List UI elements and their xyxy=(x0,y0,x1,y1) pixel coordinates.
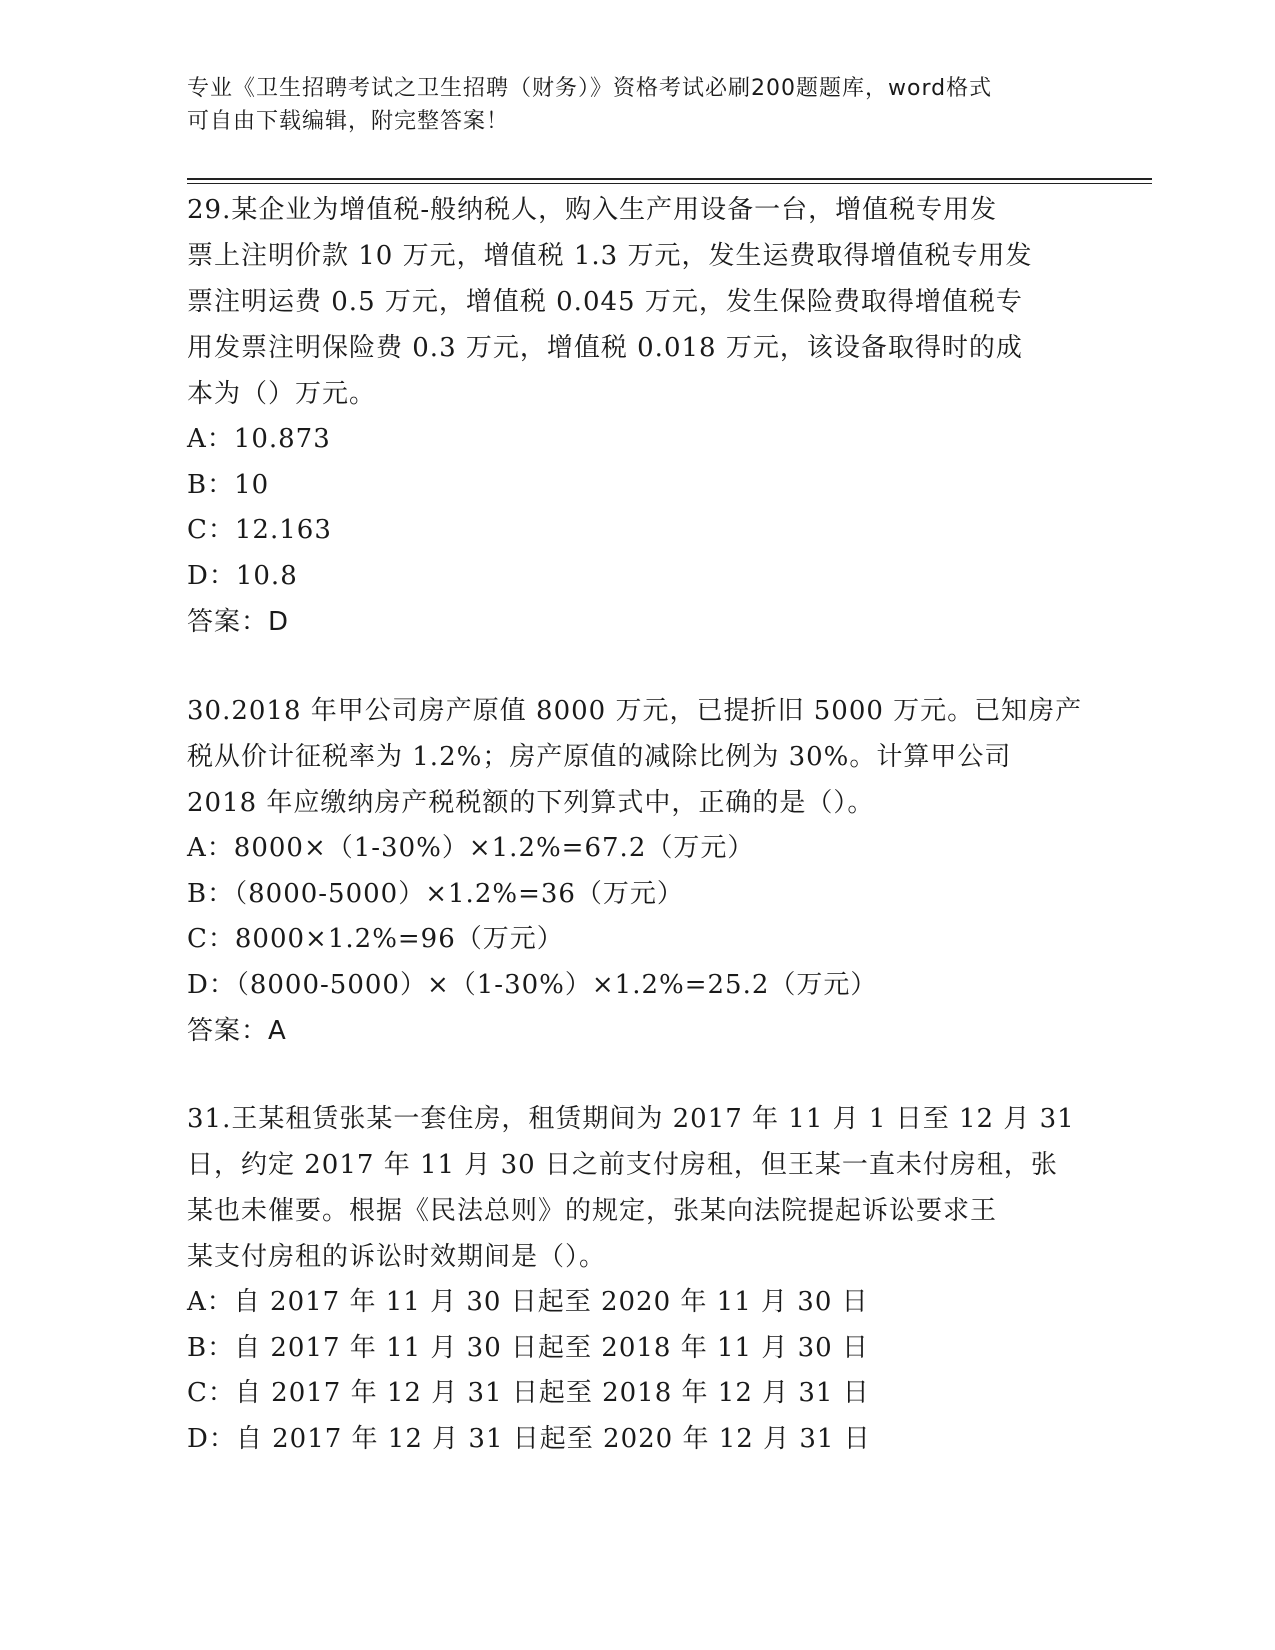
option-a: A：自 2017 年 11 月 30 日起至 2020 年 11 月 30 日 xyxy=(187,1287,869,1317)
answer-line: 答案：A xyxy=(187,1016,287,1046)
option-b: B：10 xyxy=(187,469,270,500)
question-stem xyxy=(187,187,1087,417)
option-a: A：10.873 xyxy=(187,424,331,454)
option-b: B：（8000-5000）×1.2%=36（万元） xyxy=(187,878,684,909)
question-stem xyxy=(187,688,1087,826)
stem-line: 票注明运费 0.5 万元，增值税 0.045 万元，发生保险费取得增值税专 xyxy=(187,287,1023,317)
stem-line: 2018 年应缴纳房产税税额的下列算式中，正确的是（）。 xyxy=(187,788,875,818)
stem-line: 税从价计征税率为 1.2%；房产原值的减除比例为 30%。计算甲公司 xyxy=(187,742,1012,772)
header-rule-thick xyxy=(187,178,1152,180)
option-c: C：12.163 xyxy=(187,515,332,545)
stem-line: 30.2018 年甲公司房产原值 8000 万元，已提折旧 5000 万元。已知房产 xyxy=(187,696,1083,726)
option-c: C：8000×1.2%=96（万元） xyxy=(187,924,564,954)
option-d: D：10.8 xyxy=(187,560,298,591)
stem-line: 31.王某租赁张某一套住房，租赁期间为 2017 年 11 月 1 日至 12 月 31 xyxy=(187,1104,1075,1134)
stem-line: 某支付房租的诉讼时效期间是（）。 xyxy=(187,1242,607,1272)
stem-line: 某也未催要。根据《民法总则》的规定，张某向法院提起诉讼要求王 xyxy=(187,1196,998,1226)
header-line: 专业《卫生招聘考试之卫生招聘（财务）》资格考试必刷200题题库，word格式 xyxy=(187,76,993,101)
stem-line: 日，约定 2017 年 11 月 30 日之前支付房租，但王某一直未付房租，张 xyxy=(187,1150,1058,1180)
question-30 xyxy=(187,688,1087,1054)
stem-line: 29.某企业为增值税-般纳税人，购入生产用设备一台，增值税专用发 xyxy=(187,195,998,225)
question-31 xyxy=(187,1096,1087,1462)
option-b: B：自 2017 年 11 月 30 日起至 2018 年 11 月 30 日 xyxy=(187,1332,869,1363)
question-29 xyxy=(187,187,1087,645)
stem-line: 本为（）万元。 xyxy=(187,379,377,409)
option-d: D：自 2017 年 12 月 31 日起至 2020 年 12 月 31 日 xyxy=(187,1423,871,1454)
question-stem xyxy=(187,1096,1087,1280)
option-c: C：自 2017 年 12 月 31 日起至 2018 年 12 月 31 日 xyxy=(187,1378,870,1408)
option-d: D：（8000-5000）×（1-30%）×1.2%=25.2（万元） xyxy=(187,969,878,1000)
option-a: A：8000×（1-30%）×1.2%=67.2（万元） xyxy=(187,833,755,863)
document-header xyxy=(187,72,1067,138)
header-rule-thin xyxy=(187,183,1152,184)
answer-line: 答案：D xyxy=(187,607,290,637)
stem-line: 用发票注明保险费 0.3 万元，增值税 0.018 万元，该设备取得时的成 xyxy=(187,333,1023,363)
header-line: 可自由下载编辑，附完整答案！ xyxy=(187,109,510,134)
stem-line: 票上注明价款 10 万元，增值税 1.3 万元，发生运费取得增值税专用发 xyxy=(187,241,1033,271)
